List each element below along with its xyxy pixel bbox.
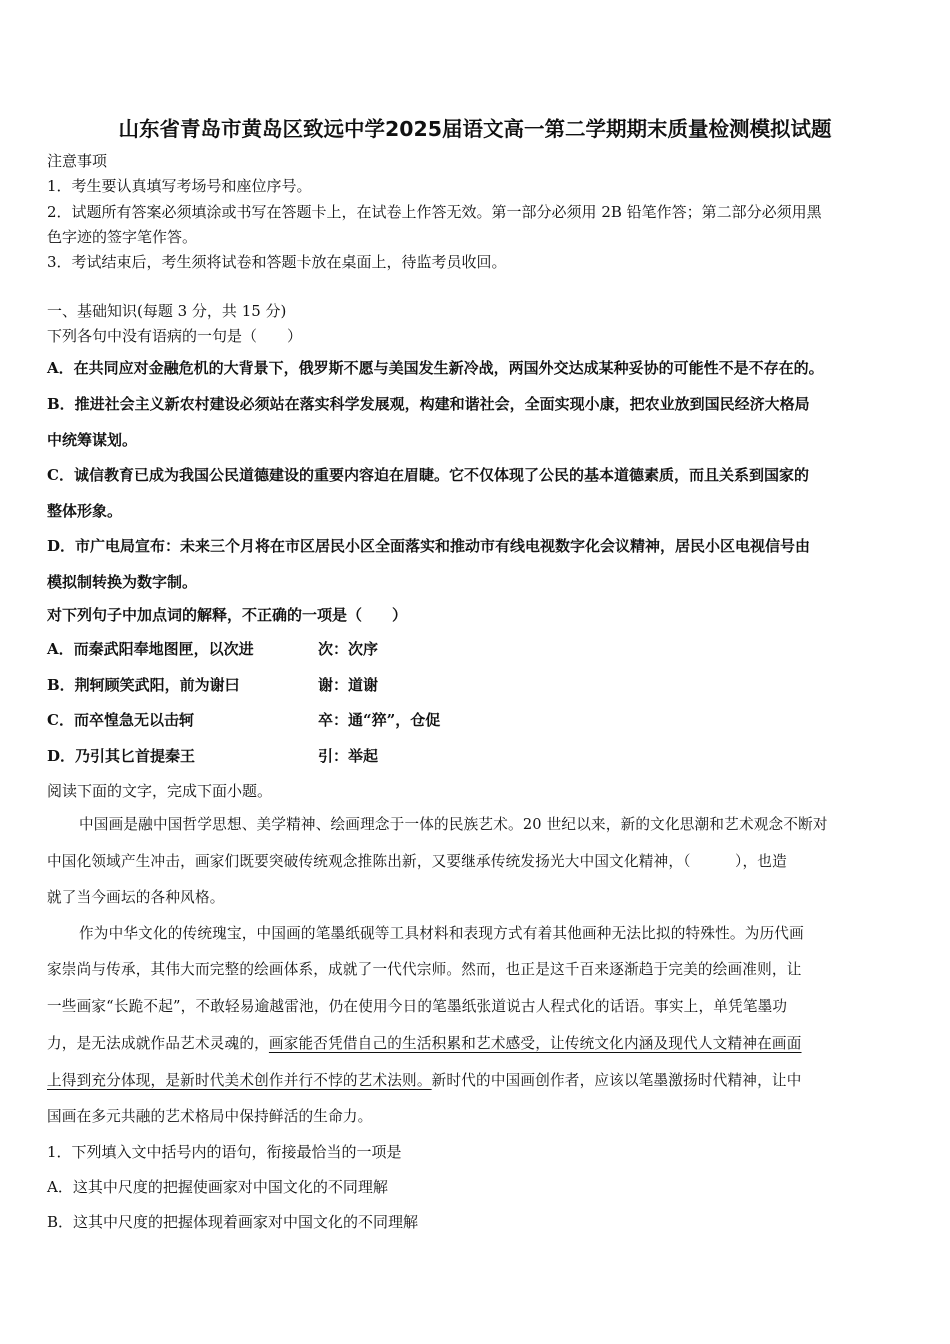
q2-option-a (47, 639, 907, 659)
q2-option-c-sentence: C．而卒惶急无以击轲 (47, 711, 194, 729)
q1-option-b-line-1: B．推进社会主义新农村建设必须站在落实科学发展观，构建和谐社会，全面实现小康，把农业放到国民经济大格局 (47, 395, 810, 413)
passage-p1-line-3: 就了当今画坛的各种风格。 (47, 889, 225, 906)
notice-item-2-line-2: 色字迹的签字笔作答。 (47, 228, 198, 246)
q2-option-d-sentence: D．乃引其匕首提秦王 (47, 747, 196, 765)
passage-p2-line-5-plain: 新时代的中国画创作者，应该以笔墨激扬时代精神，让中 (431, 1072, 802, 1089)
q2-option-d (47, 746, 907, 766)
reading-q1-option-b: B．这其中尺度的把握体现着画家对中国文化的不同理解 (47, 1213, 419, 1231)
section-1-heading: 一、基础知识(每题 3 分，共 15 分) (47, 302, 287, 320)
notice-item-1: 1．考生要认真填写考场号和座位序号。 (47, 177, 312, 195)
exam-title: 山东省青岛市黄岛区致远中学2025届语文高一第二学期期末质量检测模拟试题 (118, 117, 832, 141)
passage-p1-line-1: 中国画是融中国哲学思想、美学精神、绘画理念于一体的民族艺术。20 世纪以来，新的文化思潮和艺术观念不断对 (79, 816, 828, 833)
notice-heading: 注意事项 (47, 152, 108, 170)
notice-item-3: 3．考试结束后，考生须将试卷和答题卡放在桌面上，待监考员收回。 (47, 253, 507, 271)
reading-q1-option-a: A．这其中尺度的把握使画家对中国文化的不同理解 (47, 1178, 388, 1196)
passage-p2-line-4-plain: 力，是无法成就作品艺术灵魂的， (47, 1035, 269, 1052)
q2-option-b-gloss: 谢：道谢 (318, 676, 379, 694)
passage-p2-line-3: 一些画家“长跪不起”，不敢轻易逾越雷池，仍在使用今日的笔墨纸张道说古人程式化的话语。事实上，单凭笔墨功 (47, 998, 788, 1015)
passage-p2-line-1: 作为中华文化的传统瑰宝，中国画的笔墨纸砚等工具材料和表现方式有着其他画种无法比拟的特殊性。为历代画 (79, 925, 804, 942)
q2-option-a-gloss: 次：次序 (318, 640, 379, 658)
passage-p1-line-2: 中国化领域产生冲击，画家们既要突破传统观念推陈出新，又要继承传统发扬光大中国文化精神，（ ），也造 (47, 853, 787, 870)
passage-p2-line-5 (47, 1071, 802, 1091)
passage-p2-line-4 (47, 1034, 802, 1054)
q2-option-b (47, 675, 907, 695)
q1-option-c-line-1: C．诚信教育已成为我国公民道德建设的重要内容迫在眉睫。它不仅体现了公民的基本道德素质，而且关系到国家的 (47, 466, 809, 484)
underlined-sentence-part-2: 上得到充分体现，是新时代美术创作并行不悖的艺术法则。 (47, 1072, 432, 1089)
passage-p2-line-6: 国画在多元共融的艺术格局中保持鲜活的生命力。 (47, 1108, 373, 1125)
underlined-sentence-part-1: 画家能否凭借自己的生活积累和艺术感受，让传统文化内涵及现代人文精神在画面 (268, 1035, 802, 1052)
q1-option-a: A．在共同应对金融危机的大背景下，俄罗斯不愿与美国发生新冷战，两国外交达成某种妥协的可能性不是不存在的。 (47, 359, 824, 377)
reading-q1-stem: 1．下列填入文中括号内的语句，衔接最恰当的一项是 (47, 1143, 402, 1161)
q2-option-b-sentence: B．荆轲顾笑武阳，前为谢曰 (47, 676, 240, 694)
reading-instruction: 阅读下面的文字，完成下面小题。 (47, 782, 273, 800)
q2-option-c-gloss: 卒：通“猝”，仓促 (318, 711, 441, 729)
q1-option-b-line-2: 中统筹谋划。 (47, 431, 138, 449)
q2-option-a-sentence: A．而秦武阳奉地图匣，以次进 (47, 640, 254, 658)
notice-item-2-line-1: 2．试题所有答案必须填涂或书写在答题卡上，在试卷上作答无效。第一部分必须用 2B 铅笔作答；第二部分必须用黑 (47, 203, 822, 221)
q1-stem: 下列各句中没有语病的一句是（ ） (47, 327, 303, 345)
q1-option-d-line-1: D．市广电局宣布：未来三个月将在市区居民小区全面落实和推动市有线电视数字化会议精神，居民小区电视信号由 (47, 537, 811, 555)
q2-stem: 对下列句子中加点词的解释，不正确的一项是（ ） (47, 606, 408, 624)
q2-option-c (47, 710, 907, 730)
q1-option-c-line-2: 整体形象。 (47, 502, 123, 520)
q1-option-d-line-2: 模拟制转换为数字制。 (47, 573, 198, 591)
q2-option-d-gloss: 引：举起 (318, 747, 379, 765)
passage-p2-line-2: 家崇尚与传承，其伟大而完整的绘画体系，成就了一代代宗师。然而，也正是这千百来逐渐趋于完美的绘画准则，让 (47, 961, 802, 978)
